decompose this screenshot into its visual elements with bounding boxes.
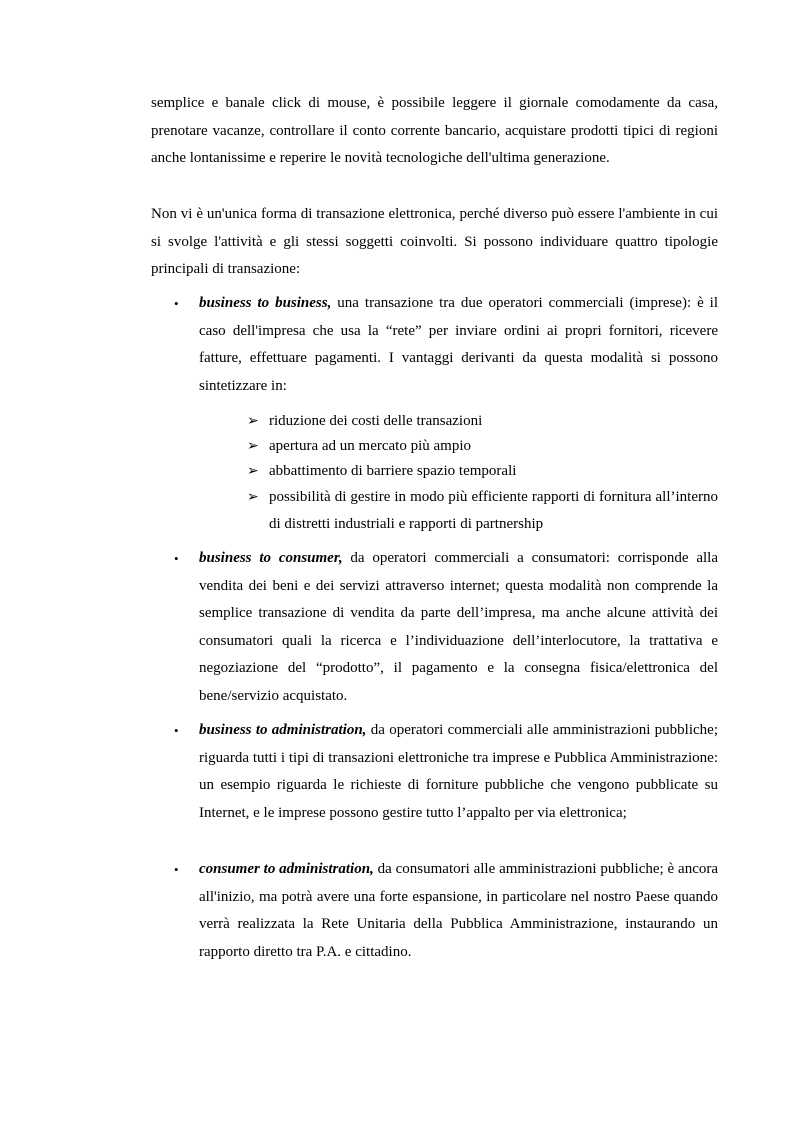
list-item-c2a [199, 856, 718, 966]
list-item-term: business to consumer, [199, 550, 343, 566]
sub-list-item: possibilità di gestire in modo più efficiente rapporti di fornitura all’interno di distretti industriali e rapporti di partnership [269, 489, 718, 532]
bullet-icon: • [174, 551, 179, 566]
list-item-b2c [199, 545, 718, 710]
list-item-text: una transazione tra due operatori commerciali (imprese): è il caso dell'impresa che usa la “rete” per inviare ordini ai propri fornitori, ricevere fatture, effettuare pagamenti. I vantaggi derivanti da questa modalità si possono sintetizzare in: [199, 295, 719, 394]
list-item-text: da consumatori alle amministrazioni pubbliche; è ancora all'inizio, ma potrà avere una forte espansione, in particolare nel nostro Paese quando verrà realizzata la Rete Unitaria della Pubblica Amministrazione, instaurando un rapporto diretto tra P.A. e cittadino. [199, 861, 718, 960]
arrow-bullet-icon: ➢ [247, 464, 259, 479]
arrow-bullet-icon: ➢ [247, 490, 259, 505]
bullet-icon: • [174, 296, 179, 311]
bullet-icon: • [174, 723, 179, 738]
arrow-bullet-icon: ➢ [247, 414, 259, 429]
list-item-b2a [199, 717, 718, 827]
paragraph-transaction-types: Non vi è un'unica forma di transazione elettronica, perché diverso può essere l'ambiente in cui si svolge l'attività e gli stessi soggetti coinvolti. Si possono individuare quattro tipologie principali di transazione: [151, 206, 718, 277]
sub-list-item: riduzione dei costi delle transazioni [269, 413, 483, 429]
paragraph-intro: semplice e banale click di mouse, è possibile leggere il giornale comodamente da casa, prenotare vacanze, controllare il conto corrente bancario, acquistare prodotti tipici di regioni anche lontanissime e reperire le novità tecnologiche dell'ultima generazione. [151, 95, 718, 166]
list-item-term: consumer to administration, [199, 861, 374, 877]
list-item-text: da operatori commerciali a consumatori: corrisponde alla vendita dei beni e dei servizi attraverso internet; questa modalità non comprende la semplice transazione di vendita da parte dell’impresa, ma anche alcune attività dei consumatori quali la ricerca e l’individuazione dell’interlocutore, la trattativa e negoziazione del “prodotto”, il pagamento e la consegna fisica/elettronica del bene/servizio acquistato. [199, 550, 718, 704]
sub-list-item: apertura ad un mercato più ampio [269, 438, 472, 454]
arrow-bullet-icon: ➢ [247, 439, 259, 454]
list-item-text: da operatori commerciali alle amministrazioni pubbliche; riguarda tutti i tipi di transazioni elettroniche tra imprese e Pubblica Amministrazione: un esempio riguarda le richieste di forniture pubbliche che vengono pubblicate su Internet, e le imprese possono gestire tutto l’appalto per via elettronica; [199, 722, 718, 821]
list-item-term: business to business, [199, 295, 332, 311]
sub-list-item: abbattimento di barriere spazio temporali [269, 463, 517, 479]
bullet-icon: • [174, 862, 179, 877]
list-item-term: business to administration, [199, 722, 367, 738]
list-item-b2b [199, 290, 718, 400]
